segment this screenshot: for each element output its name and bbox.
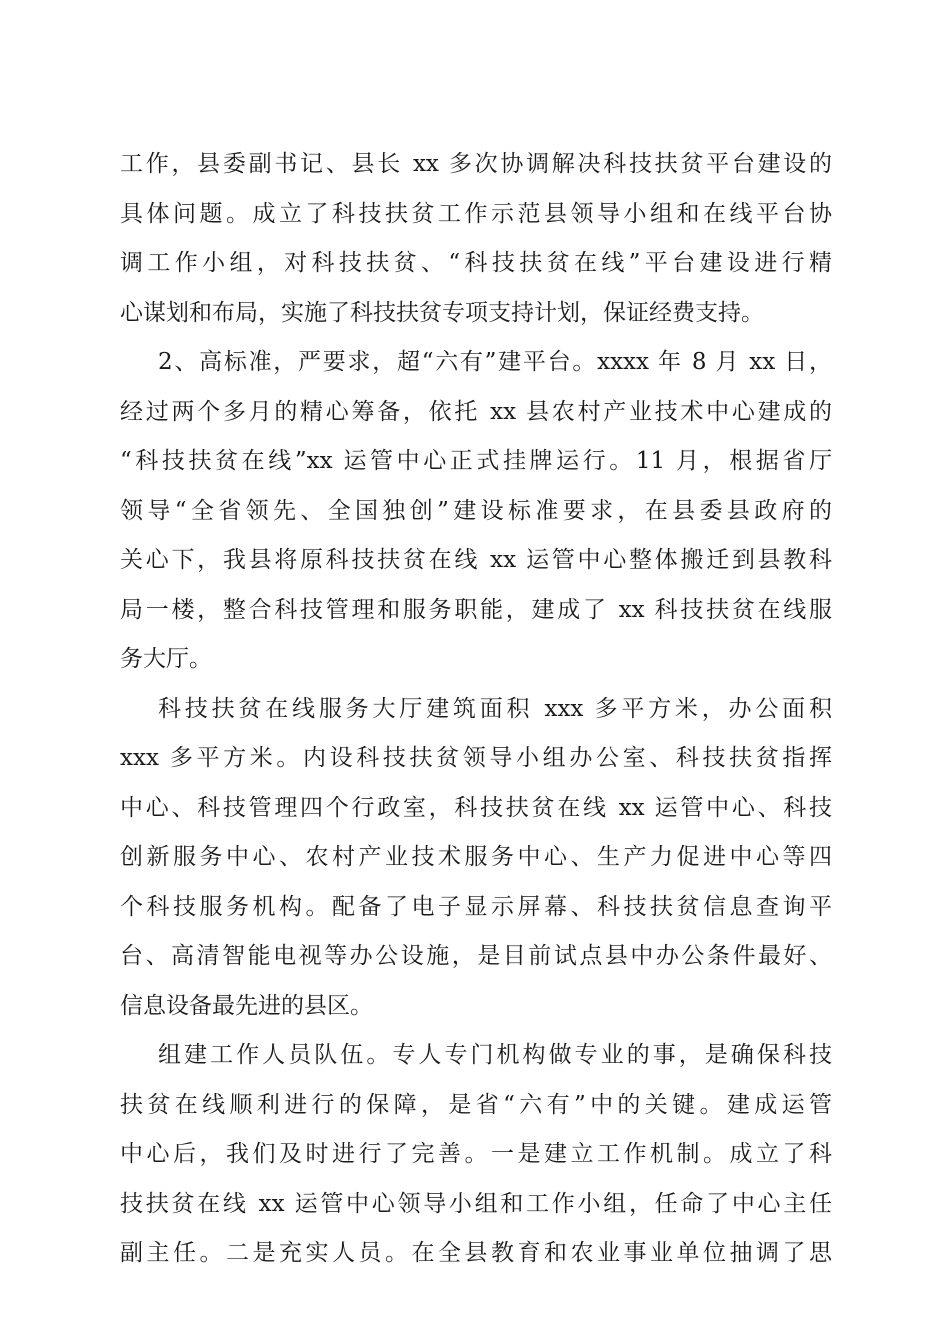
text-line: 扶贫在线顺利进行的保障，是省“六有”中的关键。建成运管: [120, 1091, 832, 1118]
text-line: 关心下，我县将原科技扶贫在线 xx 运管中心整体搬迁到县教科: [120, 547, 832, 573]
text-line: 2、高标准，严要求，超“六有”建平台。xxxx 年 8 月 xx 日，: [158, 349, 832, 375]
text-line: 中心、科技管理四个行政室，科技扶贫在线 xx 运管中心、科技: [120, 794, 832, 821]
text-line: 组建工作人员队伍。专人专门机构做专业的事，是确保科技: [158, 1042, 832, 1068]
text-line: 中心后，我们及时进行了完善。一是建立工作机制。成立了科: [120, 1141, 832, 1167]
text-line: 副主任。二是充实人员。在全县教育和农业事业单位抽调了思: [120, 1240, 832, 1266]
text-line: 局一楼，整合科技管理和服务职能，建成了 xx 科技扶贫在线服: [120, 596, 832, 623]
text-line: 台、高清智能电视等办公设施，是目前试点县中办公条件最好、: [120, 943, 832, 969]
text-line: 务大厅。: [120, 646, 212, 672]
text-line: 科技扶贫在线服务大厅建筑面积 xxx 多平方米，办公面积: [158, 695, 832, 722]
text-line: 工作，县委副书记、县长 xx 多次协调解决科技扶贫平台建设的: [120, 151, 832, 177]
text-line: 信息设备最先进的县区。: [120, 992, 373, 1019]
body-text: [120, 140, 832, 1279]
text-line: 创新服务中心、农村产业技术服务中心、生产力促进中心等四: [120, 844, 832, 870]
text-line: xxx 多平方米。内设科技扶贫领导小组办公室、科技扶贫指挥: [120, 745, 832, 771]
text-line: 具体问题。成立了科技扶贫工作示范县领导小组和在线平台协: [120, 200, 832, 227]
text-line: 心谋划和布局，实施了科技扶贫专项支持计划，保证经费支持。: [120, 299, 764, 326]
text-line: 调工作小组，对科技扶贫、“科技扶贫在线”平台建设进行精: [120, 250, 832, 276]
text-line: 经过两个多月的精心筹备，依托 xx 县农村产业技术中心建成的: [120, 398, 832, 425]
text-line: 个科技服务机构。配备了电子显示屏幕、科技扶贫信息查询平: [120, 893, 832, 920]
text-line: “科技扶贫在线”xx 运管中心正式挂牌运行。11 月，根据省厅: [120, 448, 832, 474]
text-line: 领导“全省领先、全国独创”建设标准要求，在县委县政府的: [120, 497, 832, 524]
text-line: 技扶贫在线 xx 运管中心领导小组和工作小组，任命了中心主任: [120, 1190, 832, 1217]
